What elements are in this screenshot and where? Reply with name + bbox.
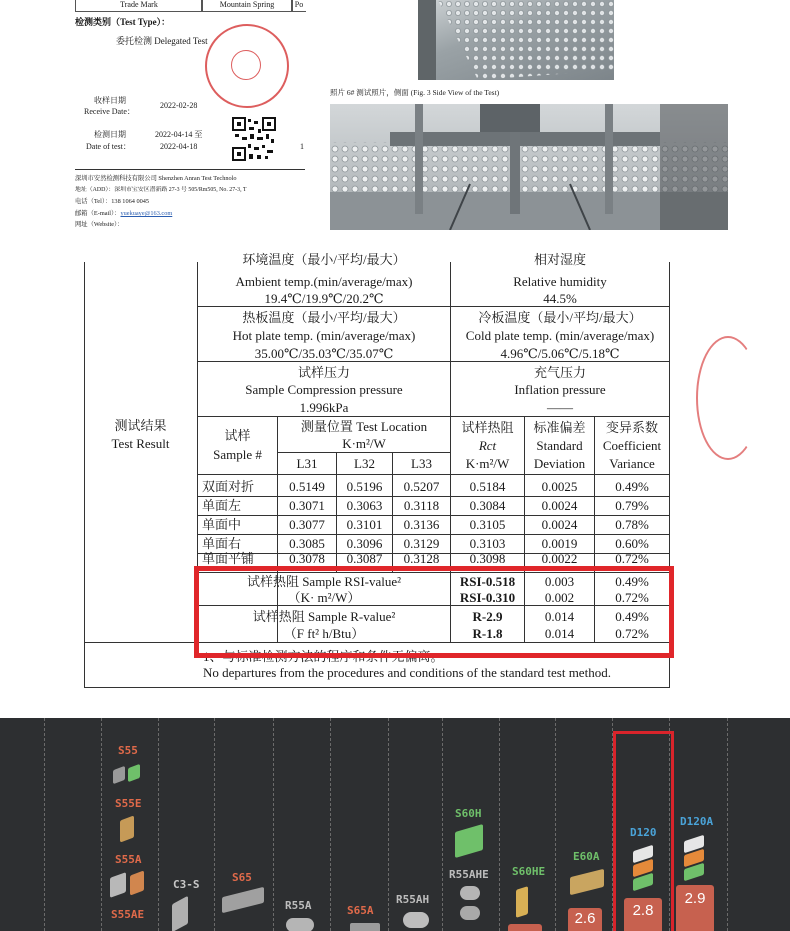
footer-divider <box>75 169 305 170</box>
product-label-d120: D120 <box>630 826 657 839</box>
table-cell-l32: 0.3087 <box>346 551 383 566</box>
humidity-heading-cn: 相对湿度 <box>533 252 586 267</box>
email-label: 邮箱（E-mail）： <box>75 210 121 217</box>
table-cell-l31: 0.3078 <box>289 551 325 566</box>
rsi-cv-2: 0.72% <box>615 590 649 605</box>
header-cell-brand: Mountain Spring <box>201 0 293 12</box>
test-result-heading-cn: 测试结果 <box>114 418 167 433</box>
compression-value: 1.996kPa <box>299 400 349 415</box>
inflation-value: —— <box>547 400 573 415</box>
r-value-bar-d120: 2.8 <box>624 898 662 931</box>
r-cv-2: 0.72% <box>615 626 649 641</box>
humidity-label: Relative humidity <box>513 274 607 289</box>
c3s-product-icon <box>172 896 188 931</box>
table-cell-sd: 0.0024 <box>541 517 578 532</box>
table-cell-name: 单面平铺 <box>202 551 255 566</box>
rsi-label: 试样热阻 Sample RSI-value² <box>246 574 402 589</box>
r-unit: （F ft² h/Btu） <box>283 626 365 641</box>
compression-label: Sample Compression pressure <box>245 382 403 397</box>
table-cell-cv: 0.49% <box>615 479 649 494</box>
chart-separator <box>158 718 159 931</box>
table-cell-cv: 0.72% <box>615 551 649 566</box>
r-sd-2: 0.014 <box>544 626 575 641</box>
test-result-table <box>84 252 670 688</box>
cold-plate-value: 4.96℃/5.06℃/5.18℃ <box>500 346 620 361</box>
table-cell-rct: 0.5184 <box>469 479 506 494</box>
sample-header-cn: 试样 <box>224 428 251 443</box>
r-value-bar-s60he <box>508 924 542 931</box>
r55ah-product-icon <box>403 912 429 928</box>
product-label-c3s: C3-S <box>173 878 200 891</box>
product-label-r55ahe: R55AHE <box>449 868 489 881</box>
cv-header-en1: Coefficient <box>602 438 662 453</box>
hot-plate-cn: 热板温度（最小/平均/最大） <box>242 310 406 325</box>
company-seal-stamp <box>205 24 289 108</box>
inflation-cn: 充气压力 <box>533 365 586 380</box>
table-cell-l32: 0.3063 <box>346 498 383 513</box>
chart-separator <box>330 718 331 931</box>
sample-photo-top <box>418 0 614 80</box>
table-cell-sd: 0.0022 <box>541 551 578 566</box>
header-cell-trademark: Trade Mark <box>75 0 203 12</box>
col-l31: L31 <box>296 456 318 471</box>
r-value-2: R-1.8 <box>472 626 503 641</box>
email-line <box>75 209 172 219</box>
table-cell-l31: 0.3071 <box>289 498 325 513</box>
s60he-product-icon <box>516 886 528 918</box>
table-cell-l31: 0.3077 <box>289 517 325 532</box>
sd-header-en1: Standard <box>536 438 583 453</box>
product-label-e60a: E60A <box>573 850 600 863</box>
product-label-s55a: S55A <box>115 853 142 866</box>
chart-separator <box>442 718 443 931</box>
product-label-s60h: S60H <box>455 807 482 820</box>
table-cell-name: 单面右 <box>202 536 242 551</box>
s55e-product-icon <box>120 815 134 842</box>
s60h-product-icon <box>455 824 483 858</box>
table-cell-l31: 0.5149 <box>289 479 325 494</box>
table-cell-l33: 0.3118 <box>403 498 440 513</box>
page-marker: 1 <box>300 142 304 151</box>
s65a-product-icon <box>350 923 380 931</box>
rct-header-symbol: Rct <box>478 438 497 453</box>
table-cell-l33: 0.5207 <box>403 479 440 494</box>
product-label-s60he: S60HE <box>512 865 546 878</box>
test-result-heading-en: Test Result <box>111 436 170 451</box>
table-cell-l33: 0.3136 <box>403 517 440 532</box>
r-cv-1: 0.49% <box>615 609 649 624</box>
report-top-fragment <box>0 0 790 240</box>
product-label-d120a: D120A <box>680 815 714 828</box>
cv-header-en2: Variance <box>609 456 655 471</box>
rsi-cv-1: 0.49% <box>615 574 649 589</box>
sd-header-cn: 标准偏差 <box>533 420 586 435</box>
r55ahe-product-icon <box>460 886 480 900</box>
table-cell-sd: 0.0024 <box>541 498 578 513</box>
hot-plate-label: Hot plate temp. (min/average/max) <box>232 328 416 343</box>
product-r-value-chart <box>0 718 790 931</box>
cold-plate-cn: 冷板温度（最小/平均/最大） <box>478 310 642 325</box>
email-link[interactable]: yuekuaye@163.com <box>120 210 173 217</box>
photo-caption: 照片 6# 测试照片，侧面 (Fig. 3 Side View of the Test) <box>330 88 500 97</box>
cold-plate-label: Cold plate temp. (min/average/max) <box>465 328 655 343</box>
table-cell-cv: 0.79% <box>615 498 649 513</box>
seal-stamp-right <box>696 336 760 460</box>
rsi-unit: （K· m²/W） <box>287 590 361 605</box>
qr-code-icon <box>232 117 276 161</box>
chart-separator <box>273 718 274 931</box>
rsi-sd-2: 0.002 <box>544 590 575 605</box>
e60a-product-icon <box>570 869 604 895</box>
test-date-label-cn: 检测日期 <box>94 130 126 139</box>
note-en: No departures from the procedures and conditions of the standard test method. <box>203 665 611 680</box>
r-value-bar-d120a: 2.9 <box>676 885 714 931</box>
s55-product-icon <box>113 766 125 784</box>
rsi-value-2: RSI-0.310 <box>459 590 516 605</box>
table-cell-l33: 0.3128 <box>403 551 440 566</box>
location-unit: K·m²/W <box>342 436 386 451</box>
table-cell-rct: 0.3105 <box>469 517 506 532</box>
website-line: 网址（Website）： <box>75 221 124 228</box>
product-label-r55a: R55A <box>285 899 312 912</box>
table-cell-rct: 0.3098 <box>469 551 506 566</box>
rsi-sd-1: 0.003 <box>544 574 575 589</box>
s65-product-icon <box>222 887 264 913</box>
chart-separator <box>101 718 102 931</box>
table-cell-rct: 0.3103 <box>469 536 506 551</box>
address-line: 地址（ADD）：深圳市宝安区潜新路 27-3 号 505/Rm505, No. 27-3, T <box>75 187 247 193</box>
receive-date-label-en: Receive Date： <box>84 107 135 116</box>
chart-separator <box>44 718 45 931</box>
product-label-s65: S65 <box>232 871 252 884</box>
company-line: 深圳市安然检测科技有限公司 Shenzhen Anran Test Technolo <box>75 175 237 182</box>
sd-header-en2: Deviation <box>533 456 586 471</box>
table-cell-l32: 0.3096 <box>346 536 383 551</box>
col-l33: L33 <box>411 456 432 471</box>
header-cell-po: Po <box>291 0 306 12</box>
tel-line: 电话（Tel）：138 1064 0045 <box>75 198 150 205</box>
table-cell-rct: 0.3084 <box>469 498 506 513</box>
product-label-s55e: S55E <box>115 797 142 810</box>
table-cell-name: 单面中 <box>202 517 242 532</box>
hot-plate-value: 35.00℃/35.03℃/35.07℃ <box>254 346 394 361</box>
rct-header-cn: 试样热阻 <box>461 420 514 435</box>
r-label: 试样热阻 Sample R-value² <box>252 609 396 624</box>
table-cell-cv: 0.78% <box>615 517 649 532</box>
table-cell-l32: 0.5196 <box>346 479 383 494</box>
r-sd-1: 0.014 <box>544 609 575 624</box>
test-type-value: 委托检测 Delegated Test <box>116 36 208 46</box>
table-cell-l32: 0.3101 <box>346 517 383 532</box>
cv-header-cn: 变异系数 <box>605 420 658 435</box>
ambient-value: 19.4℃/19.9℃/20.2℃ <box>264 291 384 306</box>
chart-separator <box>388 718 389 931</box>
product-label-s55ae: S55AE <box>111 908 145 921</box>
test-date-from: 2022-04-14 至 <box>155 130 203 139</box>
test-type-label: 检测类别（Test Type）： <box>75 17 171 27</box>
table-cell-name: 双面对折 <box>202 479 255 494</box>
table-cell-l31: 0.3085 <box>289 536 325 551</box>
d120-highlight-box <box>613 731 674 931</box>
col-l32: L32 <box>354 456 375 471</box>
test-date-label-en: Date of test： <box>86 142 131 151</box>
note-cn: 1、与标准检测方法的程序和条件无偏离。 <box>203 649 444 664</box>
rct-header-unit: K·m²/W <box>465 456 510 471</box>
table-cell-l33: 0.3129 <box>403 536 440 551</box>
table-cell-cv: 0.60% <box>615 536 649 551</box>
humidity-value: 44.5% <box>543 291 577 306</box>
product-label-s55: S55 <box>118 744 138 757</box>
receive-date-label-cn: 收样日期 <box>94 96 126 105</box>
r-value-bar-e60a: 2.6 <box>568 908 602 931</box>
chart-separator <box>555 718 556 931</box>
compression-cn: 试样压力 <box>297 365 350 380</box>
ambient-label: Ambient temp.(min/average/max) <box>235 274 413 289</box>
ambient-heading-cn: 环境温度（最小/平均/最大） <box>242 252 406 267</box>
table-cell-sd: 0.0025 <box>541 479 578 494</box>
receive-date-value: 2022-02-28 <box>160 101 198 110</box>
s55a-product-icon <box>110 872 126 898</box>
sample-header-en: Sample # <box>213 447 262 462</box>
table-cell-name: 单面左 <box>202 498 242 513</box>
r55a-product-icon <box>286 918 314 931</box>
rsi-value-1: RSI-0.518 <box>459 574 516 589</box>
location-header: 测量位置 Test Location <box>300 419 428 434</box>
test-date-to: 2022-04-18 <box>160 142 198 151</box>
inflation-label: Inflation pressure <box>514 382 606 397</box>
product-label-r55ah: R55AH <box>396 893 430 906</box>
table-cell-sd: 0.0019 <box>541 536 578 551</box>
r-value-1: R-2.9 <box>472 609 503 624</box>
rsi-r-highlight-box <box>194 566 674 658</box>
chart-separator <box>499 718 500 931</box>
product-label-s65a: S65A <box>347 904 374 917</box>
chart-separator <box>214 718 215 931</box>
chart-separator <box>727 718 728 931</box>
test-apparatus-photo <box>330 104 728 230</box>
